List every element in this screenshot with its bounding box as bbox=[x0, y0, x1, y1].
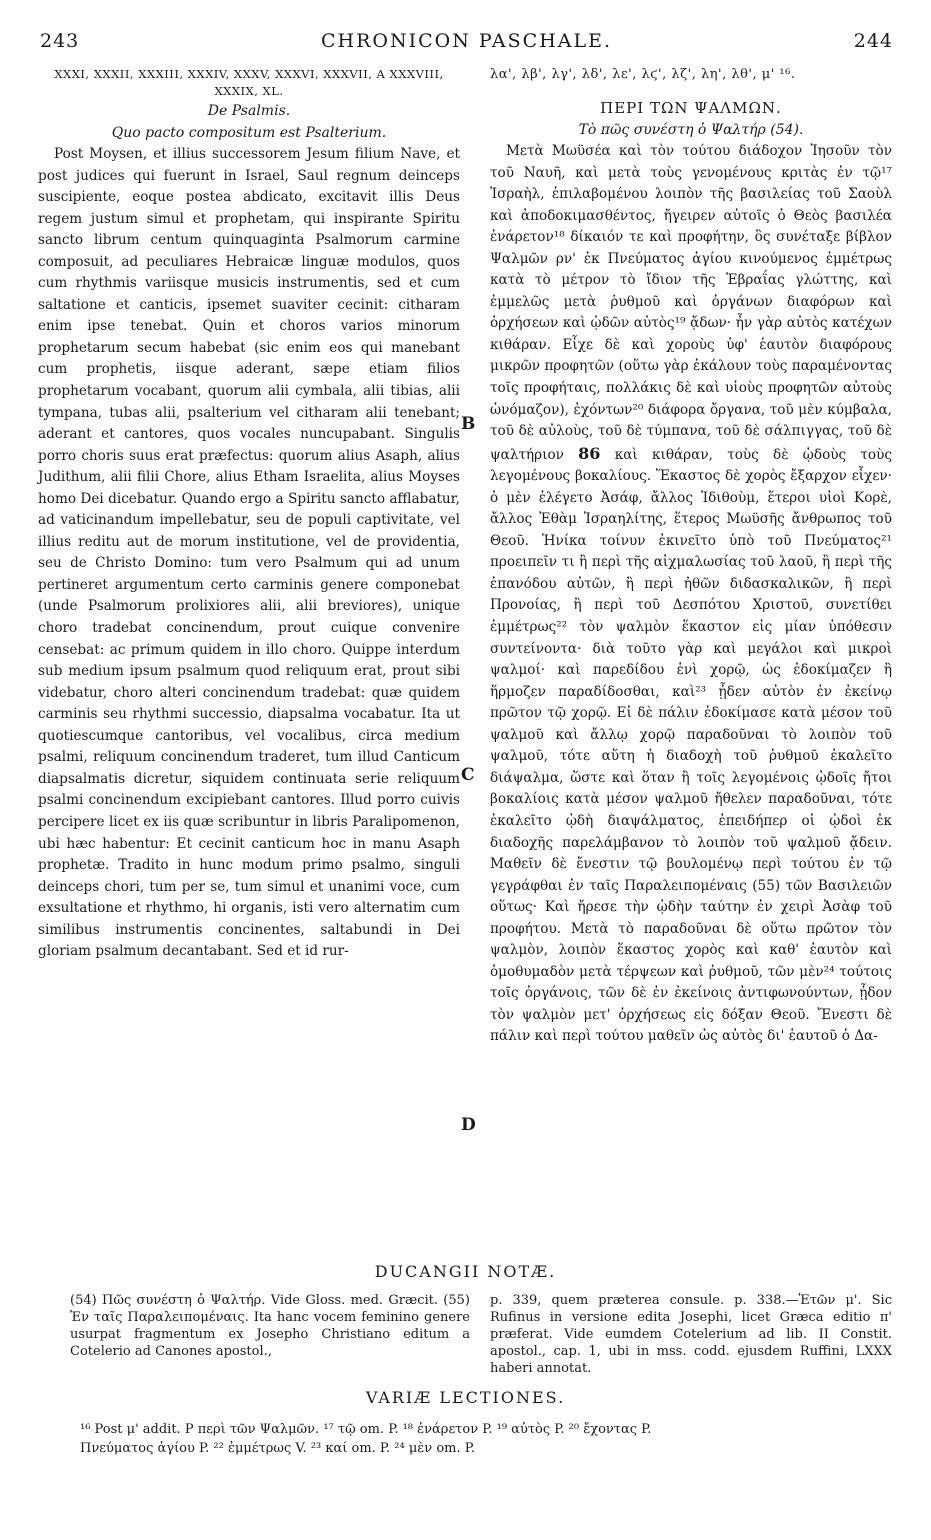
greek-column bbox=[490, 66, 892, 1048]
latin-title: De Psalmis. bbox=[207, 103, 291, 119]
greek-body: Μετὰ Μωϋσέα καὶ τὸν τούτου διάδοχον Ἰησοῦν τὸν τοῦ Ναυῆ, καὶ μετὰ τοὺς γενομένους κριτὰς ἐν τῷ¹⁷ Ἰσραὴλ, ἐπιλαβομένου λοιπὸν τῆς βασιλείας τοῦ Σαοὺλ καὶ ἀποδοκιμασθέντος, ἤγειρεν αὐτοῖς ὁ Θεὸς βασιλέα ἐνάρετον¹⁸ δίκαιόν τε καὶ προφήτην, ὃς συνέταξε βίβλον Ψαλμῶν ρν' ἐκ Πνεύματος ἁγίου κινούμενος ἐμμέτρως κατὰ τὸ μέτρον τὸ ἴδιον τῆς Ἑβραΐας γλώττης, καὶ ἐμμελῶς μετὰ ῥυθμοῦ καὶ ὀργάνων διαφόρων καὶ ὀρχήσεων καὶ ᾠδῶν αὐτὸς¹⁹ ᾄδων· ἦν γὰρ αὐτὸς κατέχων κιθάραν. Εἶχε δὲ καὶ χοροὺς ὑφ' ἑαυτὸν διαφόρους μικρῶν προφητῶν (οὕτω γὰρ ἐκάλουν τοὺς παραμένοντας τοῖς προφήταις, πολλάκις δὲ καὶ υἱοὺς προφητῶν αὐτοὺς ὠνόμαζον), ἐχόντων²⁰ διάφορα ὄργανα, τοῦ μὲν κύμβαλα, τοῦ δὲ αὐλοὺς, τοῦ δὲ τύμπανα, τοῦ δὲ σάλπιγγας, τοῦ δὲ ψαλτήριον 86 καὶ κιθάραν, τοὺς δὲ ᾠδοὺς τοὺς λεγομένους βοκαλίους. Ἕκαστος δὲ χορὸς ἔξαρχον εἶχεν· ὁ μὲν ἐλέγετο Ἀσάφ, ἄλλος Ἰδιθοὺμ, ἕτεροι υἱοὶ Κορὲ, ἄλλος Ἐθὰμ Ἰσραηλίτης, ἕτερος Μωϋσῆς ἄνθρωπος τοῦ Θεοῦ. Ἡνίκα τοίνυν ἐκινεῖτο ὑπὸ τοῦ Πνεύματος²¹ προειπεῖν τι ἢ περὶ τῆς αἰχμαλωσίας τοῦ λαοῦ, ἢ περὶ τῆς ἐπανόδου αὐτῶν, ἢ περὶ ἠθῶν διδασκαλικῶν, ἢ περὶ Προνοίας, ἢ περὶ τοῦ Δεσπότου Χριστοῦ, συνετίθει ἐμμέτρως²² τὸν ψαλμὸν ἕκαστον εἰς μίαν ὑπόθεσιν συντείνοντα· διὰ τοῦτο γὰρ καὶ μεγάλοι καὶ μικροὶ ψαλμοί· καὶ παρεδίδου ἑνὶ χορῷ, ὡς ἐδοκίμαζεν ἢ ἥρμοζεν παραδίδοσθαι, καὶ²³ ᾖδεν αὐτὸν ἐν ἐκείνῳ πρῶτον τῷ χορῷ. Εἰ δὲ πάλιν ἐδοκίμασε κατὰ μέσον τοῦ ψαλμοῦ καὶ ἄλλῳ χορῷ παραδοῦναι τὸ λοιπὸν τοῦ ψαλμοῦ, τότε αὕτη ἡ διαδοχὴ τοῦ ῥυθμοῦ ἐκαλεῖτο διάψαλμα, ὥστε καὶ ὅταν ἢ τοῖς λεγομένοις ᾠδοῖς ἤτοι βοκαλίοις κατὰ μέσον ψαλμοῦ ἤθελεν παραδοῦναι, τότε ἐκαλεῖτο ᾠδὴ διαψάλματος, ἐπειδήπερ οἱ ᾠδοὶ ἐκ διαδοχῆς παρελάμβανον τὸ λοιπὸν τοῦ ψαλμοῦ ᾄδειν. Μαθεῖν δὲ ἔνεστιν τῷ βουλομένῳ περὶ τούτου ἐν τῷ γεγράφθαι ἐν ταῖς Παραλειπομέναις (55) τῶν Βασιλειῶν οὕτως· Καὶ ἤρεσε τὴν ᾠδὴν ταύτην ἐν χειρὶ Ἀσὰφ τοῦ προφήτου. Μετὰ τὸ παραδοῦναι δὲ οὕτω πρῶτον τὸν ψαλμὸν, λοιπὸν ἕκαστος χορὸς καὶ καθ' ἑαυτὸν καὶ ὁμοθυμαδὸν μετὰ τέρψεων καὶ ῥυθμοῦ, τῶν μὲν²⁴ τούτοις τοῖς ὀργάνοις, τῶν δὲ ἐν ἐκείνοις ἀντιφωνούντων, ᾖδον τὸν ψαλμὸν μετ' ὀρχήσεως εἰς δόξαν Θεοῦ. Ἔνεστι δὲ πάλιν καὶ περὶ τούτου μαθεῖν ὡς αὐτὸς δι' ἑαυτοῦ ὁ Δα- bbox=[490, 143, 892, 1045]
variae-line-2: Πνεύματος ἁγίου P. ²² ἐμμέτρως V. ²³ καί om. P. ²⁴ μὲν om. P. bbox=[80, 1441, 475, 1456]
notes-right-column bbox=[490, 1292, 892, 1377]
running-title: CHRONICON PASCHALE. bbox=[320, 30, 613, 52]
running-header bbox=[40, 30, 893, 56]
margin-letter-c: C bbox=[461, 765, 475, 785]
margin-letter-d: D bbox=[461, 1115, 476, 1135]
variae-line-1: ¹⁶ Post μ' addit. P περὶ τῶν Ψαλμῶν. ¹⁷ τῷ om. P. ¹⁸ ἐνάρετον P. ¹⁹ αὐτὸς P. ²⁰ ἔχοντας P. bbox=[80, 1422, 652, 1437]
variae-heading: VARIÆ LECTIONES. bbox=[365, 1388, 566, 1407]
note-text-right: p. 339, quem præterea consule. p. 338.—Ἐτῶν μ'. Sic Rufinus in versione edita Josephi, licet Græca editio π' præferat. Vide eumdem Cotelerium ad lib. II Constit. apostol., cap. 1, ubi in mss. codd. ejusdem Ruffini, LXXX haberi annotat. bbox=[490, 1293, 892, 1376]
note-text-left: (54) Πῶς συνέστη ὁ Ψαλτήρ. Vide Gloss. med. Græcit. (55) Ἐν ταῖς Παραλειπομέναις. Ita hanc vocem feminino genere usurpat fragmentum ex Josepho Christiano editum a Cotelerio ad Canones apostol., bbox=[70, 1293, 470, 1359]
greek-subtitle: Τὸ πῶς συνέστη ὁ Ψαλτήρ (54). bbox=[578, 122, 804, 138]
variae-lectiones bbox=[80, 1420, 910, 1458]
notes-heading: DUCANGII NOTÆ. bbox=[374, 1262, 557, 1281]
latin-body: Post Moysen, et illius successorem Jesum filium Nave, et post judices qui fuerunt in Israel, Saul regnum deinceps suscipiente, eoque postea abdicato, excitavit illis Deus regem justum simul et prophetam, qui inspirante Spiritu sancto librum centum quinquaginta Psalmorum carmine composuit, ad peculiares Hebraicæ linguæ modulos, quos cum rhythmis variisque musicis instrumentis, sed et cum saltatione et canticis, ipsemet suaviter cecinit: citharam enim ipse tenebat. Quin et choros varios minorum prophetarum secum habebat (sic enim eos qui manebant cum prophetis, iisque aderant, sæpe etiam filios prophetarum vocabant, quorum alii cymbala, alii tibias, alii tympana, tubas alii, psalterium vel citharam alii tenebant; aderant et cantores, quos vocales nuncupabant. Singulis porro choris suus erat præfectus: quorum alius Asaph, alius Judithum, alii filii Chore, alius Etham Israelita, alius Moyses homo Dei dicebatur. Quando ergo a Spiritu sancto afflabatur, ad vaticinandum impellebatur, seu de populi captivitate, vel illius reditu aut de morum institutione, vel de providentia, seu de Christo Domino: tum vero Psalmum qui ad unum pertineret argumentum certo carminis genere componebat (unde Psalmorum prolixiores alii, alii breviores), unique choro tradebat concinendum, prout cuique convenire censebat: ac primum quidem in illo choro. Quippe interdum sub medium ipsum psalmum quod reliquum erat, prout sibi videbatur, choro alteri concinendum tradebat: quæ quidem carminis seu rhythmi successio, diapsalma vocabatur. Ita ut quotiescumque cantoribus, vel vocalibus, circa medium psalmi, reliquum concinendum traderet, tum illud Canticum diapsalmatis dicretur, siquidem continuata serie reliquum psalmi concinendum excipiebant cantores. Illud porro cuivis percipere licet ex iis quæ scribuntur in libris Paralipomenon, ubi hæc habentur: Et cecinit canticum hoc in manu Asaph prophetæ. Tradito in hunc modum primo psalmo, singuli deinceps chori, tum per se, tum simul et unanimi voce, cum exsultatione et rhythmo, hi organis, isti vero alternatim cum similibus instrumentis concinentes, saltabundi in Dei gloriam psalmum decantabant. Sed et id rur- bbox=[38, 146, 460, 960]
greek-title: ΠΕΡΙ ΤΩΝ ΨΑΛΜΩΝ. bbox=[600, 99, 782, 117]
latin-subtitle: Quo pacto compositum est Psalterium. bbox=[111, 125, 387, 141]
notes-left-column bbox=[70, 1292, 470, 1360]
margin-letter-b: B bbox=[461, 414, 476, 434]
page-number-right: 244 bbox=[853, 30, 893, 52]
page-number-left: 243 bbox=[40, 30, 80, 52]
greek-chapter-numbers: λα', λβ', λγ', λδ', λε', λϛ', λζ', λη', λθ', μ' ¹⁶. bbox=[490, 67, 796, 82]
latin-column bbox=[38, 66, 460, 963]
latin-chapter-numbers: XXXI, XXXII, XXXIII, XXXIV, XXXV, XXXVI, XXXVII, A XXXVIII, XXXIX, XL. bbox=[54, 67, 444, 98]
folio-mark: 86 bbox=[578, 443, 601, 463]
